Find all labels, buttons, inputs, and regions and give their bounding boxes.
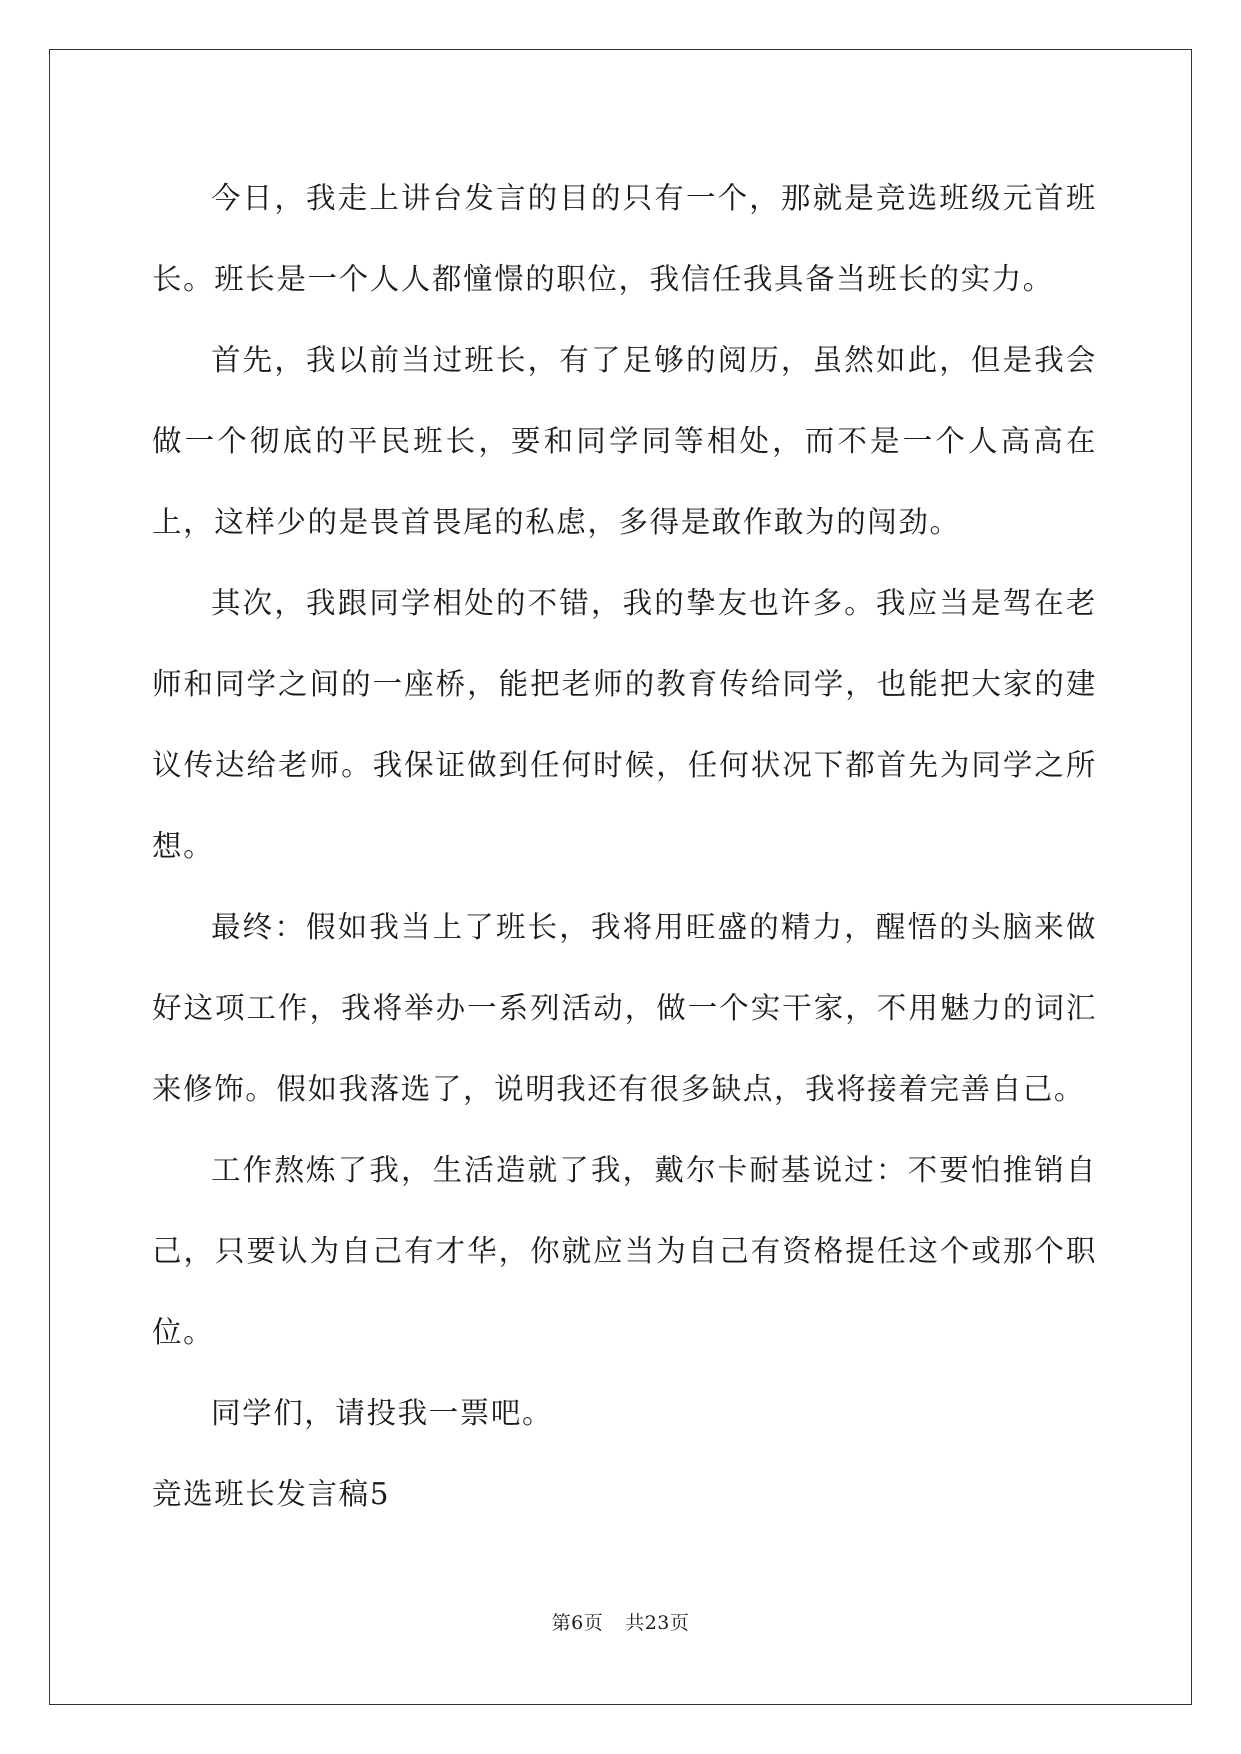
page-total: 共23页: [625, 1612, 690, 1634]
paragraph-1: 今日，我走上讲台发言的目的只有一个，那就是竞选班级元首班长。班长是一个人人都憧憬的职位，我信任我具备当班长的实力。: [152, 181, 1097, 296]
page-footer: [0, 1608, 1241, 1635]
section-heading: 竞选班长发言稿5: [152, 1477, 391, 1511]
document-body: [152, 158, 1097, 1535]
paragraph-3: 其次，我跟同学相处的不错，我的挚友也许多。我应当是驾在老师和同学之间的一座桥，能把老师的教育传给同学，也能把大家的建议传达给老师。我保证做到任何时候，任何状况下都首先为同学之所想。: [152, 586, 1097, 863]
page-number: 第6页: [551, 1612, 604, 1634]
paragraph-4: 最终：假如我当上了班长，我将用旺盛的精力，醒悟的头脑来做好这项工作，我将举办一系列活动，做一个实干家，不用魅力的词汇来修饰。假如我落选了，说明我还有很多缺点，我将接着完善自己。: [152, 910, 1097, 1106]
paragraph-6: 同学们，请投我一票吧。: [211, 1396, 554, 1430]
paragraph-2: 首先，我以前当过班长，有了足够的阅历，虽然如此，但是我会做一个彻底的平民班长，要和同学同等相处，而不是一个人高高在上，这样少的是畏首畏尾的私虑，多得是敢作敢为的闯劲。: [152, 343, 1097, 539]
paragraph-5: 工作熬炼了我，生活造就了我，戴尔卡耐基说过：不要怕推销自己，只要认为自己有才华，你就应当为自己有资格提任这个或那个职位。: [152, 1153, 1097, 1349]
